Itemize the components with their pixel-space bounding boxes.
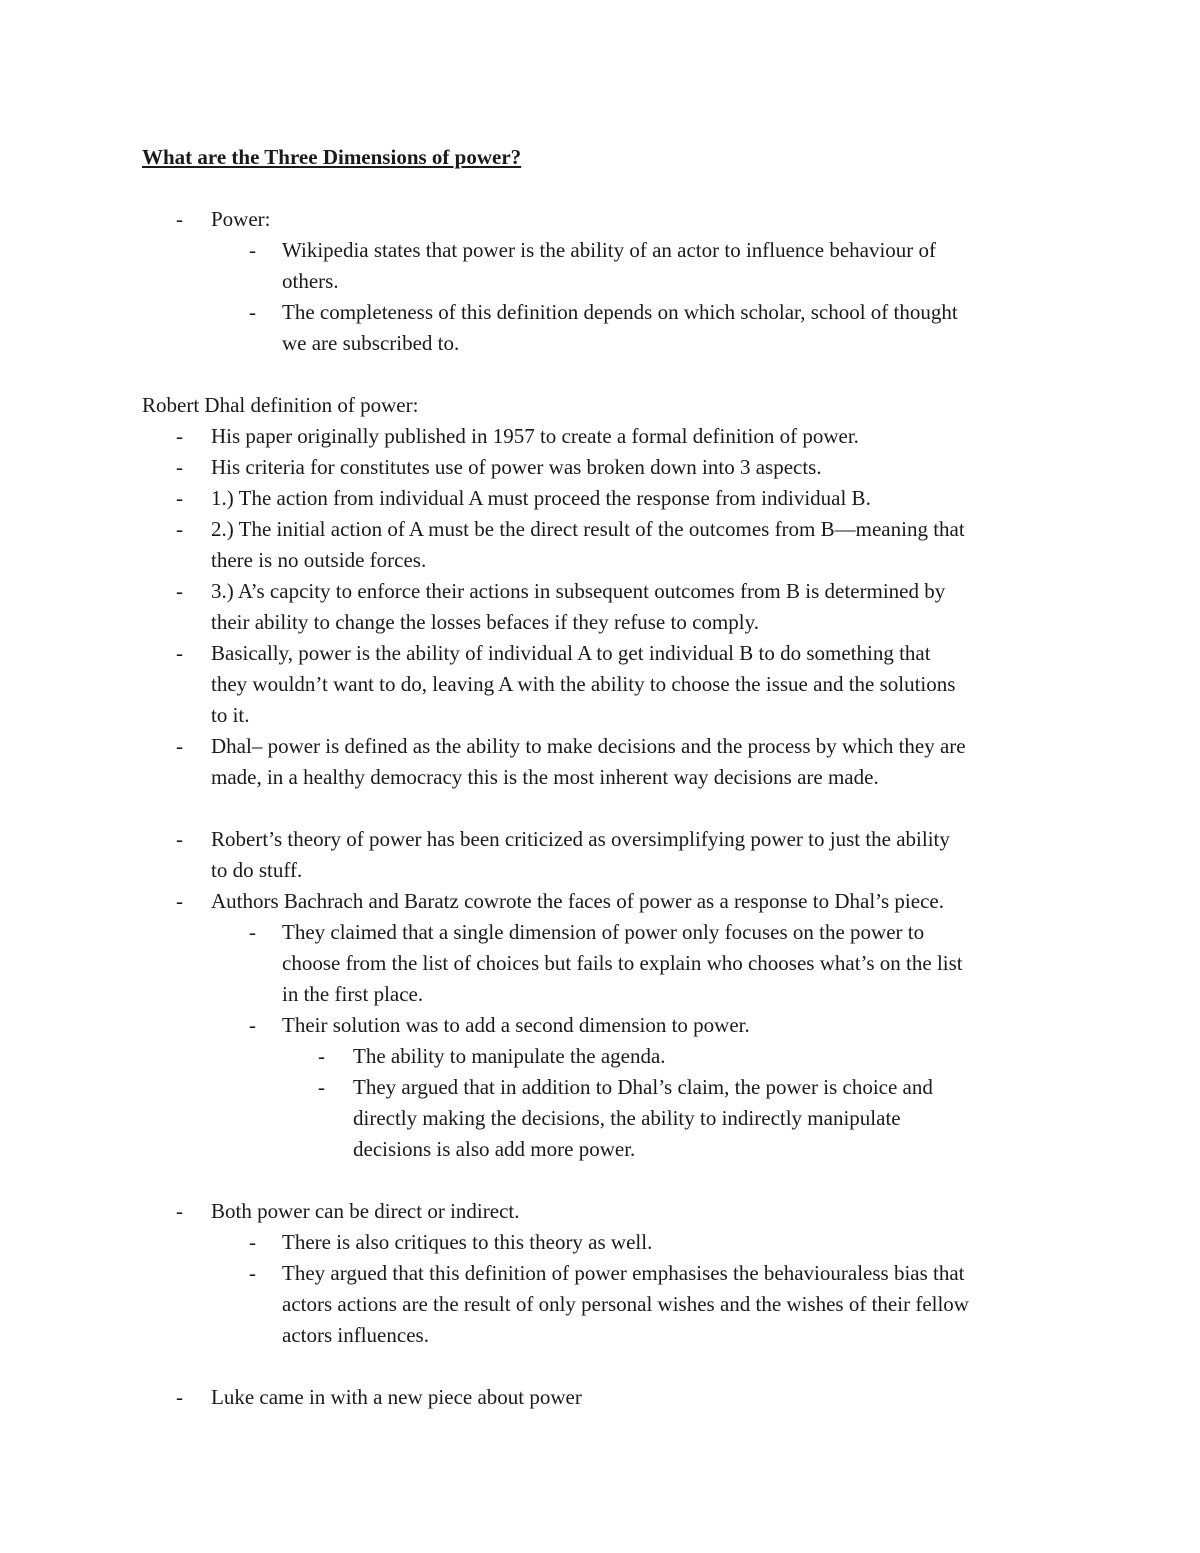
bullet-dash: -	[176, 889, 183, 913]
list-item-text: Dhal– power is defined as the ability to make decisions and the process by which they are	[211, 734, 966, 758]
list-item-text: They argued that this definition of power emphasises the behaviouraless bias that	[282, 1261, 965, 1285]
list-item-text: 1.) The action from individual A must proceed the response from individual B.	[211, 486, 871, 510]
list-item-text: made, in a healthy democracy this is the most inherent way decisions are made.	[211, 765, 879, 789]
bullet-dash: -	[176, 424, 183, 448]
list-item-text: The completeness of this definition depends on which scholar, school of thought	[282, 300, 958, 324]
list-item-text: Basically, power is the ability of individual A to get individual B to do something that	[211, 641, 931, 665]
list-item-text: His criteria for constitutes use of power was broken down into 3 aspects.	[211, 455, 822, 479]
list-item-text: actors actions are the result of only personal wishes and the wishes of their fellow	[282, 1292, 969, 1316]
bullet-dash: -	[176, 517, 183, 541]
bullet-dash: -	[249, 1261, 256, 1285]
bullet-dash: -	[176, 486, 183, 510]
bullet-dash: -	[249, 1230, 256, 1254]
bullet-dash: -	[176, 455, 183, 479]
bullet-dash: -	[176, 207, 183, 231]
list-item-text: there is no outside forces.	[211, 548, 427, 572]
list-item-text: They claimed that a single dimension of power only focuses on the power to	[282, 920, 925, 944]
list-item-text: Their solution was to add a second dimension to power.	[282, 1013, 750, 1037]
bullet-dash: -	[176, 1199, 183, 1223]
list-item-text: Authors Bachrach and Baratz cowrote the faces of power as a response to Dhal’s piece.	[211, 889, 944, 913]
list-item-text: 3.) A’s capcity to enforce their actions in subsequent outcomes from B is determined by	[211, 579, 946, 603]
bullet-dash: -	[318, 1075, 325, 1099]
list-item-text: actors influences.	[282, 1323, 429, 1347]
bullet-dash: -	[176, 1385, 183, 1409]
list-item-text: directly making the decisions, the ability to indirectly manipulate	[353, 1106, 901, 1130]
bullet-dash: -	[249, 238, 256, 262]
bullet-dash: -	[318, 1044, 325, 1068]
list-item-text: Both power can be direct or indirect.	[211, 1199, 520, 1223]
section-heading: Robert Dhal definition of power:	[142, 393, 419, 417]
list-item-text: Luke came in with a new piece about power	[211, 1385, 582, 1409]
bullet-dash: -	[249, 300, 256, 324]
list-item-text: There is also critiques to this theory as well.	[282, 1230, 653, 1254]
list-item-text: Robert’s theory of power has been criticized as oversimplifying power to just the ability	[211, 827, 950, 851]
list-item-text: to do stuff.	[211, 858, 303, 882]
list-item-text: His paper originally published in 1957 to create a formal definition of power.	[211, 424, 859, 448]
list-item-text: to it.	[211, 703, 250, 727]
bullet-dash: -	[176, 827, 183, 851]
list-item-text: in the first place.	[282, 982, 424, 1006]
list-item-text: They argued that in addition to Dhal’s claim, the power is choice and	[353, 1075, 933, 1099]
bullet-dash: -	[176, 641, 183, 665]
bullet-dash: -	[176, 734, 183, 758]
document-title: What are the Three Dimensions of power?	[142, 145, 522, 169]
list-item-text: decisions is also add more power.	[353, 1137, 636, 1161]
bullet-dash: -	[249, 1013, 256, 1037]
bullet-dash: -	[176, 579, 183, 603]
list-item-text: they wouldn’t want to do, leaving A with the ability to choose the issue and the solutions	[211, 672, 956, 696]
list-item-text: 2.) The initial action of A must be the direct result of the outcomes from B—meaning that	[211, 517, 965, 541]
list-item-text: choose from the list of choices but fails to explain who chooses what’s on the list	[282, 951, 963, 975]
bullet-dash: -	[249, 920, 256, 944]
list-item-text: Power:	[211, 207, 271, 231]
list-item-text: we are subscribed to.	[282, 331, 460, 355]
list-item-text: The ability to manipulate the agenda.	[353, 1044, 666, 1068]
list-item-text: others.	[282, 269, 339, 293]
list-item-text: their ability to change the losses befaces if they refuse to comply.	[211, 610, 759, 634]
list-item-text: Wikipedia states that power is the ability of an actor to influence behaviour of	[282, 238, 937, 262]
